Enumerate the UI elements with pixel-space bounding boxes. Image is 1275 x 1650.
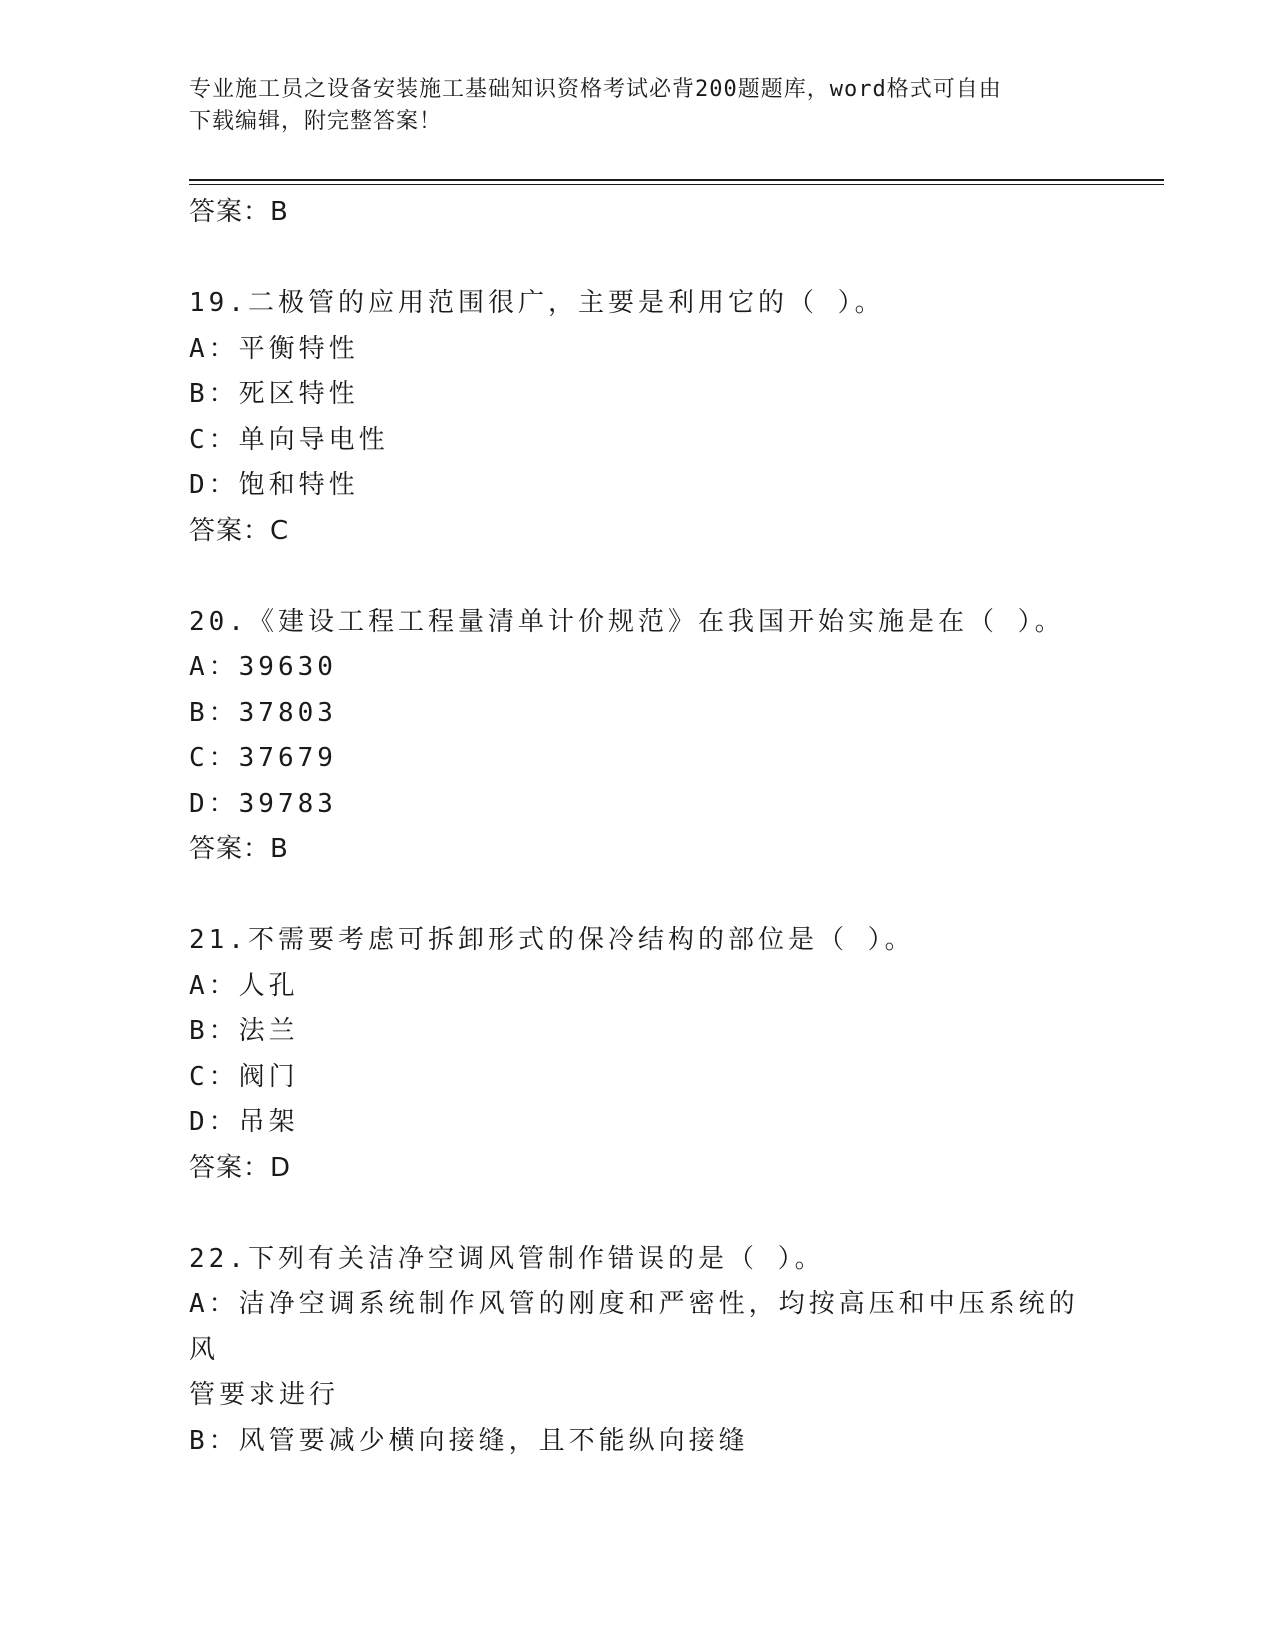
question-19 — [189, 281, 1089, 554]
question-20 — [189, 600, 1089, 873]
option-b: B：死区特性 — [189, 379, 359, 409]
page-header — [189, 74, 1089, 138]
header-line-1: 专业施工员之设备安装施工基础知识资格考试必背200题题库，word格式可自由 — [189, 77, 1002, 102]
option-a: A：39630 — [189, 652, 337, 682]
answer: 答案：B — [189, 834, 289, 864]
option-c: C：阀门 — [189, 1061, 299, 1092]
question-21 — [189, 918, 1089, 1191]
option-c: C：37679 — [189, 743, 337, 773]
option-a: A：平衡特性 — [189, 333, 359, 364]
answer: 答案：D — [189, 1152, 292, 1183]
option-b: B：37803 — [189, 697, 337, 728]
option-d: D：饱和特性 — [189, 470, 359, 500]
option-a: A：人孔 — [189, 970, 299, 1001]
option-c: C：单向导电性 — [189, 424, 389, 455]
option-b: B：法兰 — [189, 1016, 299, 1046]
question-stem: 22.下列有关洁净空调风管制作错误的是（ ）。 — [189, 1243, 825, 1274]
option-a-continued: 管要求进行 — [189, 1380, 340, 1410]
header-divider-thick — [189, 179, 1164, 181]
question-list — [189, 190, 1089, 1464]
question-stem: 19.二极管的应用范围很广，主要是利用它的（ ）。 — [189, 288, 885, 318]
question-stem: 20.《建设工程工程量清单计价规范》在我国开始实施是在（ ）。 — [189, 606, 1065, 637]
answer-18: 答案：B — [189, 197, 289, 227]
option-d: D：吊架 — [189, 1107, 299, 1137]
option-a: A：洁净空调系统制作风管的刚度和严密性，均按高压和中压系统的风 — [189, 1289, 1079, 1365]
option-b: B：风管要减少横向接缝，且不能纵向接缝 — [189, 1425, 749, 1456]
header-divider-thin — [189, 184, 1164, 185]
question-22 — [189, 1237, 1089, 1465]
answer: 答案：C — [189, 515, 290, 546]
question-stem: 21.不需要考虑可拆卸形式的保冷结构的部位是（ ）。 — [189, 925, 915, 955]
option-d: D：39783 — [189, 788, 337, 819]
header-line-2: 下载编辑，附完整答案！ — [189, 109, 443, 134]
